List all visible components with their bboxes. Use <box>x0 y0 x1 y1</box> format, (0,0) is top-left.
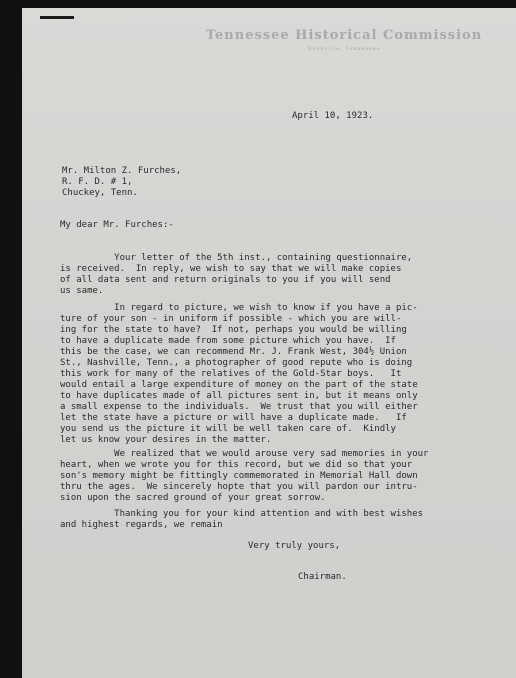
recipient-name: Mr. Milton Z. Furches, <box>62 166 182 176</box>
letter-date: April 10, 1923. <box>292 111 374 121</box>
letterhead-title: Tennessee Historical Commission <box>205 28 483 43</box>
body-paragraph-1: Your letter of the 5th inst., containing questionnaire, is received. In reply, we wish to say that we will make copies of all data sent and return originals to you if you will send us same. <box>60 253 413 296</box>
letterhead <box>22 28 516 52</box>
body-paragraph-4: Thanking you for your kind attention and with best wishes and highest regards, we remain <box>60 509 424 530</box>
salutation: My dear Mr. Furches:- <box>60 220 174 230</box>
closing: Very truly yours, <box>248 541 341 551</box>
recipient-city: Chuckey, Tenn. <box>62 188 138 198</box>
recipient-address <box>62 166 181 199</box>
body-paragraph-3: We realized that we would arouse very sad memories in your heart, when we wrote you for this record, but we did so that your son's memory might be fittingly commemorated in Memorial Hall down thru the ages. We sincerely hopte that you will pardon our intru- sion upon the sacred ground of your great sorrow. <box>60 449 429 503</box>
signoff-title: Chairman. <box>298 572 347 582</box>
body-paragraph-2: In regard to picture, we wish to know if you have a pic- ture of your son - in uniform if possible - which you are will- ing for the state to have? If not, perhaps you would be willing to have a duplicate made from some picture which you have. If this be the case, we can recommend Mr. J. Frank West, 304½ Union St., Nashville, Tenn., a photographer of good repute who is doing this work for many of the relatives of the Gold-Star boys. It would entail a large expenditure of money on the part of the state to have duplicates made of all pictures sent in, but it means only a small expense to the individuals. We trust that you will either let the state have a picture or will have a duplicate made. If you send us the picture it will be well taken care of. Kindly let us know your desires in the matter. <box>60 303 418 445</box>
faint-signature-bleedthrough <box>292 558 362 566</box>
recipient-route: R. F. D. # 1, <box>62 177 133 187</box>
letterhead-subtitle: Nashville, Tennessee <box>307 46 381 52</box>
scan-edge-mark <box>40 16 74 19</box>
